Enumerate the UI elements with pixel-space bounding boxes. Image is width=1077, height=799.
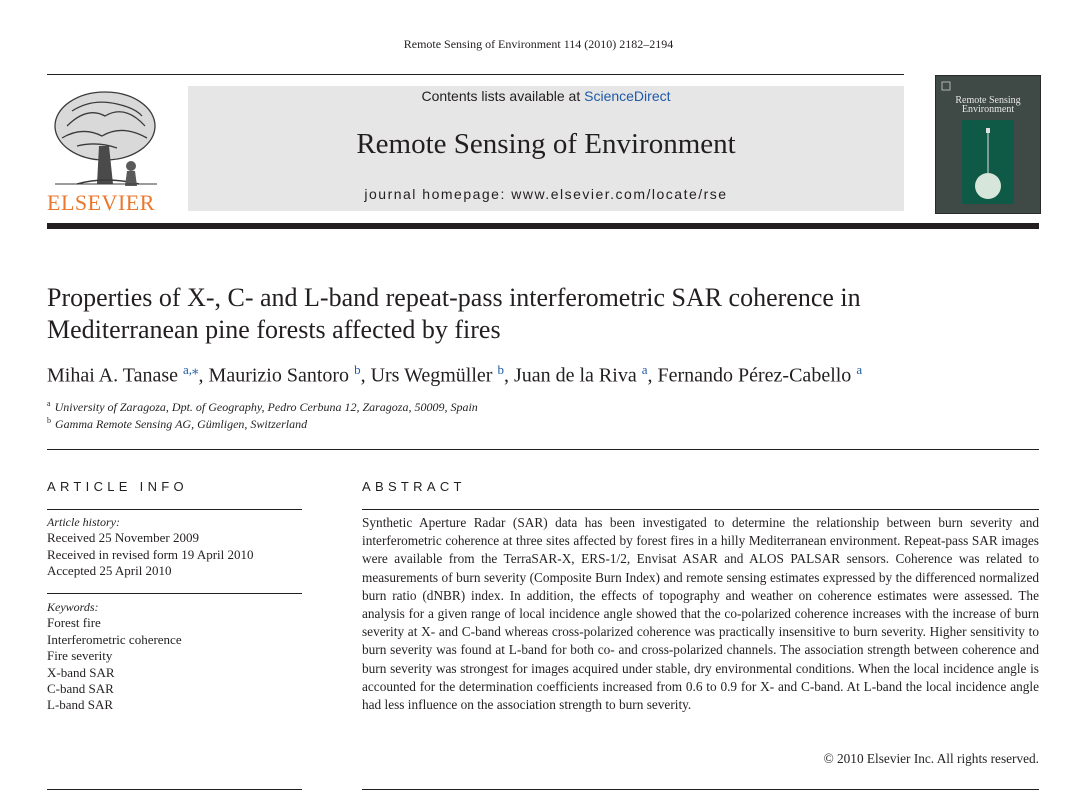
affiliation-text: University of Zaragoza, Dpt. of Geography, Pedro Cerbuna 12, Zaragoza, 50009, Spain	[54, 400, 478, 414]
article-history	[47, 514, 254, 580]
author-separator: ,	[647, 364, 658, 387]
keyword-item: L-band SAR	[47, 697, 114, 713]
article-info-heading: ARTICLE INFO	[47, 479, 188, 494]
author-affiliation-mark[interactable]: a	[856, 362, 863, 377]
author-separator: ,	[360, 364, 371, 387]
author-affiliation-mark[interactable]: b	[354, 362, 361, 377]
keyword-item: Fire severity	[47, 648, 113, 664]
contents-line	[188, 88, 904, 104]
article-info-rule	[47, 509, 302, 510]
keywords-rule	[47, 593, 302, 594]
author-name[interactable]: Urs Wegmüller	[370, 364, 493, 387]
affiliation-a	[47, 399, 478, 415]
publisher-wordmark[interactable]: ELSEVIER	[47, 190, 155, 215]
abstract-text: Synthetic Aperture Radar (SAR) data has been investigated to determine the relationship between burn severity and interferometric coherence at three sites affected by forest fires in a hilly Mediterranean environment. Repeat-pass SAR images were available from the TerraSAR-X, ERS-1/2, Envisat ASAR and ALOS PALSAR sensors. Coherence was related to measurements of burn severity (Composite Burn Index) and remote sensing estimates expressed by the differenced normalized burn ratio (dNBR) index. In addition, the effects of topography and weather on coherence estimates were assessed. The analysis for a given range of local incidence angle showed that the co-polarized coherence increases with the increase of burn severity at X- and C-band whereas cross-polarized coherence was practically insensitive to burn severity. Higher sensitivity to burn severity was found at L-band for both co- and cross-polarized channels. The association strength between coherence and burn severity was strongest for images acquired under stable, dry environmental conditions. When the local incidence angle is accounted for the determination coefficients increased from 0.6 to 0.9 for X- and C-band. At L-band the local incidence angle had less influence on the association strength to burn severity.	[362, 515, 1039, 713]
info-bottom-rule	[47, 789, 302, 790]
author-affiliation-mark[interactable]: a	[641, 362, 648, 377]
history-item: Received in revised form 19 April 2010	[47, 546, 254, 562]
keywords-block	[47, 599, 182, 714]
author-name[interactable]: Maurizio Santoro	[208, 364, 350, 387]
abstract-bottom-rule	[362, 789, 1039, 790]
affiliation-b	[47, 416, 307, 432]
keywords-label: Keywords:	[47, 600, 99, 614]
article-title	[47, 282, 1037, 346]
abstract-rule	[362, 509, 1039, 510]
abstract-heading: ABSTRACT	[362, 479, 466, 494]
keyword-item: X-band SAR	[47, 664, 115, 680]
section-rule	[47, 449, 1039, 450]
article-title-line1: Properties of X-, C- and L-band repeat-pass interferometric SAR coherence in	[47, 283, 861, 312]
header-thick-rule	[47, 223, 1039, 229]
history-label: Article history:	[47, 515, 120, 529]
affiliation-mark: b	[47, 416, 51, 425]
author-affiliation-mark[interactable]: a,⁎	[183, 362, 199, 377]
author-affiliation-mark[interactable]: b	[497, 362, 504, 377]
history-item: Accepted 25 April 2010	[47, 563, 172, 579]
history-item: Received 25 November 2009	[47, 530, 199, 546]
author-list	[47, 362, 1037, 388]
journal-title: Remote Sensing of Environment	[356, 128, 736, 160]
affiliation-mark: a	[47, 399, 51, 408]
journal-homepage[interactable]: journal homepage: www.elsevier.com/locate/rse	[364, 186, 728, 202]
keyword-item: Interferometric coherence	[47, 631, 182, 647]
cover-artwork	[936, 76, 1040, 213]
affiliation-text: Gamma Remote Sensing AG, Gümligen, Switzerland	[55, 417, 308, 431]
author-name[interactable]: Mihai A. Tanase	[47, 364, 178, 387]
cover-title-line2: Environment	[961, 104, 1015, 115]
journal-banner	[188, 86, 904, 211]
author-separator: ,	[503, 364, 514, 387]
contents-prefix: Contents lists available at	[421, 88, 585, 104]
author-separator: ,	[198, 364, 209, 387]
keyword-item: Forest fire	[47, 615, 101, 631]
copyright-notice: © 2010 Elsevier Inc. All rights reserved.	[823, 751, 1039, 766]
journal-cover[interactable]	[935, 75, 1041, 214]
author-name[interactable]: Fernando Pérez-Cabello	[657, 364, 852, 387]
journal-citation: Remote Sensing of Environment 114 (2010) 2182–2194	[403, 37, 674, 51]
cover-title-line1: Remote Sensing	[955, 95, 1021, 106]
keyword-item: C-band SAR	[47, 681, 114, 697]
sciencedirect-link[interactable]: ScienceDirect	[584, 88, 671, 104]
header-rule	[47, 74, 904, 75]
author-name[interactable]: Juan de la Riva	[513, 364, 637, 387]
article-title-line2: Mediterranean pine forests affected by fires	[47, 315, 501, 344]
